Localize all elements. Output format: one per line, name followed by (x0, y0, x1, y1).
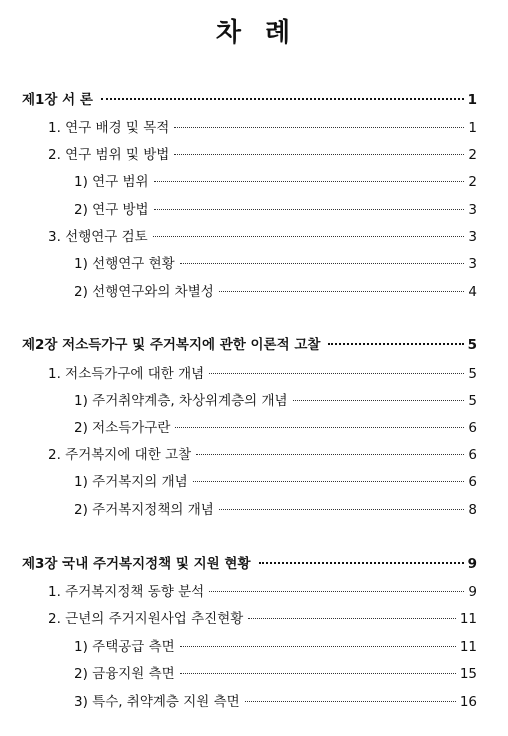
toc-entry-label: 2) 선행연구와의 차별성 (74, 284, 214, 300)
toc-page-number: 11 (459, 639, 477, 655)
toc-subsection-2-2-1[interactable] (74, 472, 477, 492)
toc-page-number: 5 (467, 337, 477, 353)
toc-entry-label: 1. 주거복지정책 동향 분석 (48, 584, 205, 600)
toc-page-number: 9 (468, 584, 477, 600)
toc-chapter-3[interactable] (22, 554, 477, 574)
toc-section-2-1[interactable] (48, 364, 477, 384)
toc-entry-label: 1) 선행연구 현황 (74, 256, 175, 272)
toc-subsection-3-2-3[interactable] (74, 692, 477, 712)
toc-page-number: 16 (459, 694, 477, 710)
toc-subsection-1-3-2[interactable] (74, 282, 477, 302)
dot-leader (328, 343, 463, 345)
toc-subsection-2-2-2[interactable] (74, 500, 477, 520)
toc-page-number: 1 (467, 92, 477, 108)
toc-chapter-1[interactable] (22, 90, 477, 110)
toc-page-number: 2 (468, 147, 477, 163)
toc-page-number: 3 (468, 202, 477, 218)
toc-subsection-3-2-1[interactable] (74, 637, 477, 657)
dot-leader (219, 291, 465, 292)
toc-page-number: 15 (459, 666, 477, 682)
toc-page-number: 3 (468, 229, 477, 245)
toc-entry-label: 1. 저소득가구에 대한 개념 (48, 366, 205, 382)
dot-leader (248, 618, 456, 619)
toc-entry-label: 제2장 저소득가구 및 주거복지에 관한 이론적 고찰 (22, 337, 321, 353)
dot-leader (180, 263, 465, 264)
toc-page-number: 6 (468, 447, 477, 463)
toc-entry-label: 2) 연구 방법 (74, 202, 149, 218)
toc-chapter-2[interactable] (22, 335, 477, 355)
dot-leader (209, 373, 464, 374)
dot-leader (193, 481, 465, 482)
toc-page-number: 3 (468, 256, 477, 272)
dot-leader (293, 400, 465, 401)
toc-entry-label: 1) 연구 범위 (74, 174, 149, 190)
dot-leader (196, 454, 464, 455)
toc-entry-label: 2) 주거복지정책의 개념 (74, 502, 214, 518)
dot-leader (245, 701, 456, 702)
dot-leader (219, 509, 465, 510)
toc-page-number: 4 (468, 284, 477, 300)
toc-entry-label: 2. 근년의 주거지원사업 추진현황 (48, 611, 244, 627)
dot-leader (209, 591, 464, 592)
toc-entry-label: 1) 주택공급 측면 (74, 639, 175, 655)
dot-leader (174, 127, 464, 128)
dot-leader (154, 181, 465, 182)
toc-entry-label: 3. 선행연구 검토 (48, 229, 148, 245)
toc-page-number: 11 (459, 611, 477, 627)
toc-entry-label: 1. 연구 배경 및 목적 (48, 120, 170, 136)
dot-leader (180, 646, 456, 647)
dot-leader (175, 427, 464, 428)
toc-title: 차 례 (215, 18, 293, 48)
toc-entry-label: 2) 저소득가구란 (74, 420, 171, 436)
toc-subsection-1-2-2[interactable] (74, 200, 477, 220)
toc-section-1-3[interactable] (48, 227, 477, 247)
toc-subsection-1-3-1[interactable] (74, 254, 477, 274)
toc-subsection-3-2-2[interactable] (74, 664, 477, 684)
dot-leader (259, 562, 464, 564)
toc-section-3-2[interactable] (48, 609, 477, 629)
dot-leader (154, 209, 465, 210)
toc-section-1-1[interactable] (48, 118, 477, 138)
toc-section-1-2[interactable] (48, 145, 477, 165)
toc-page-number: 6 (468, 420, 477, 436)
toc-page-number: 8 (468, 502, 477, 518)
toc-page-number: 5 (468, 393, 477, 409)
toc-page-number: 1 (468, 120, 477, 136)
dot-leader (153, 236, 465, 237)
toc-section-3-1[interactable] (48, 582, 477, 602)
toc-page-number: 9 (467, 556, 477, 572)
toc-subsection-2-1-1[interactable] (74, 391, 477, 411)
toc-entry-label: 2. 주거복지에 대한 고찰 (48, 447, 192, 463)
dot-leader (180, 673, 456, 674)
toc-entry-label: 제1장 서 론 (22, 92, 93, 108)
toc-section-2-2[interactable] (48, 445, 477, 465)
dot-leader (174, 154, 464, 155)
toc-entry-label: 1) 주거취약계층, 차상위계층의 개념 (74, 393, 288, 409)
toc-page-number: 5 (468, 366, 477, 382)
toc-entry-label: 제3장 국내 주거복지정책 및 지원 현황 (22, 556, 251, 572)
toc-page-number: 2 (468, 174, 477, 190)
toc-entry-label: 2) 금융지원 측면 (74, 666, 175, 682)
toc-subsection-1-2-1[interactable] (74, 172, 477, 192)
toc-page-number: 6 (468, 474, 477, 490)
toc-entry-label: 1) 주거복지의 개념 (74, 474, 188, 490)
toc-entry-label: 3) 특수, 취약계층 지원 측면 (74, 694, 240, 710)
toc-subsection-2-1-2[interactable] (74, 418, 477, 438)
toc-entry-label: 2. 연구 범위 및 방법 (48, 147, 170, 163)
dot-leader (101, 98, 464, 100)
